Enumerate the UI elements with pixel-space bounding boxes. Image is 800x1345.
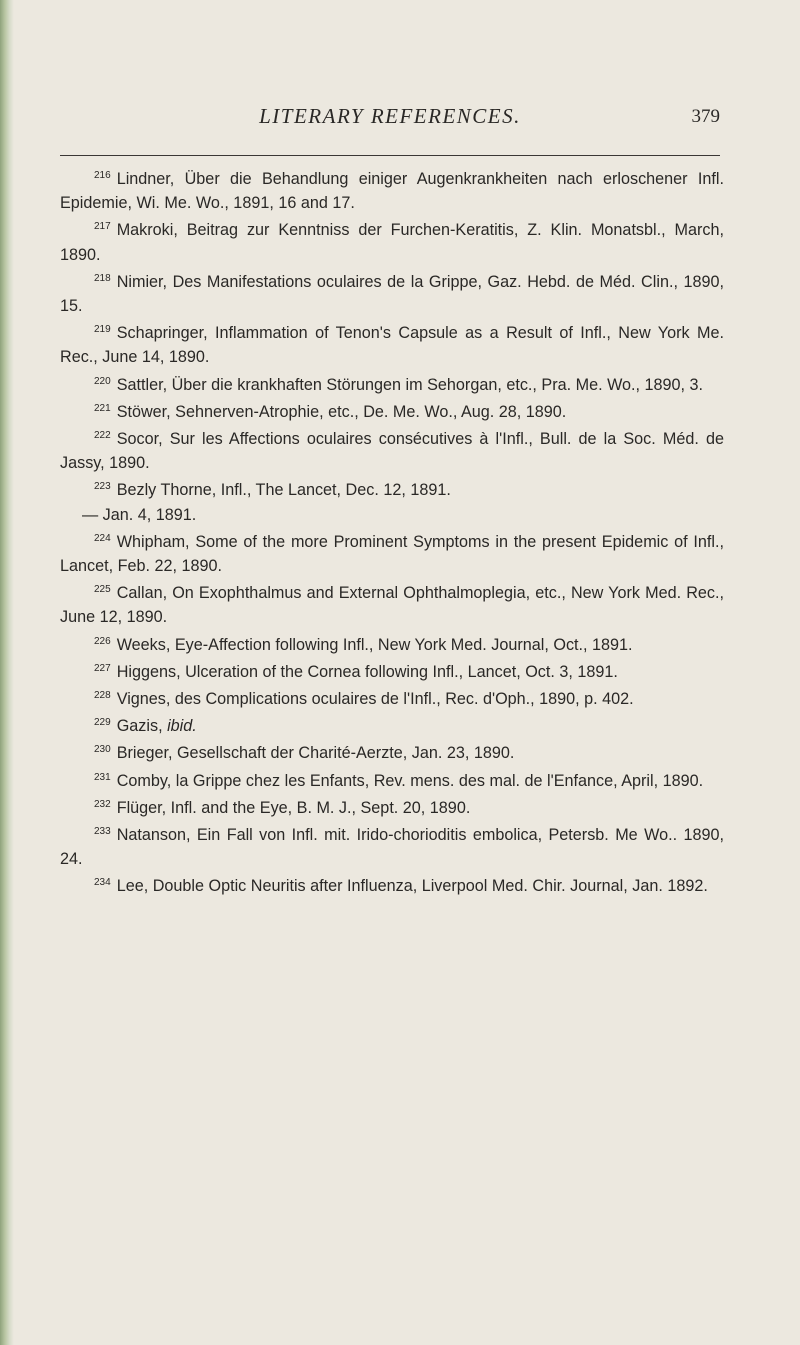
reference-number: 216 bbox=[94, 170, 111, 181]
reference-text: Nimier, Des Manifestations oculaires de la Grippe, Gaz. Hebd. de Méd. Clin., 1890, 15. bbox=[60, 272, 724, 316]
reference-text: Bezly Thorne, Infl., The Lancet, Dec. 12, 1891. bbox=[116, 481, 451, 500]
reference-item bbox=[60, 578, 724, 629]
running-title: LITERARY REFERENCES. bbox=[259, 104, 521, 128]
reference-number: 222 bbox=[94, 430, 111, 442]
reference-item bbox=[60, 871, 724, 898]
reference-text: Weeks, Eye-Affection following Infl., New York Med. Journal, Oct., 1891. bbox=[116, 635, 633, 654]
reference-number: 233 bbox=[94, 826, 111, 838]
reference-item-continuation bbox=[60, 503, 724, 527]
running-header bbox=[60, 104, 720, 138]
reference-item bbox=[60, 370, 724, 397]
reference-item bbox=[60, 684, 724, 711]
reference-text: Flüger, Infl. and the Eye, B. M. J., Sept. 20, 1890. bbox=[116, 798, 471, 817]
reference-ibid: ibid. bbox=[167, 717, 197, 736]
reference-text: Lindner, Über die Behandlung einiger Augenkrankheiten nach erloschener Infl. Epidemie, Wi. Me. Wo., 1891, 16 and 17. bbox=[60, 170, 724, 213]
reference-number: 232 bbox=[94, 798, 111, 810]
reference-text: Sattler, Über die krankhaften Störungen im Sehorgan, etc., Pra. Me. Wo., 1890, 3. bbox=[116, 375, 704, 394]
reference-number: 229 bbox=[94, 717, 111, 729]
reference-text: Schapringer, Inflammation of Tenon's Capsule as a Result of Infl., New York Me. Rec., June 14, 1890. bbox=[60, 324, 724, 367]
reference-item bbox=[60, 397, 724, 424]
reference-number: 221 bbox=[94, 402, 111, 414]
reference-text: Stöwer, Sehnerven-Atrophie, etc., De. Me. Wo., Aug. 28, 1890. bbox=[116, 402, 567, 421]
reference-number: 227 bbox=[94, 662, 111, 674]
reference-text: Socor, Sur les Affections oculaires consécutives à l'Infl., Bull. de la Soc. Méd. de Jassy, 1890. bbox=[60, 430, 724, 473]
reference-text: Whipham, Some of the more Prominent Symptoms in the present Epidemic of Infl., Lancet, Feb. 22, 1890. bbox=[60, 532, 724, 576]
reference-item bbox=[60, 766, 724, 793]
reference-number: 226 bbox=[94, 635, 111, 647]
reference-text: Lee, Double Optic Neuritis after Influenza, Liverpool Med. Chir. Journal, Jan. 1892. bbox=[116, 877, 708, 896]
reference-item bbox=[60, 475, 724, 502]
reference-item bbox=[60, 711, 724, 738]
reference-item bbox=[60, 215, 724, 266]
reference-text: Vignes, des Complications oculaires de l'Infl., Rec. d'Oph., 1890, p. 402. bbox=[116, 690, 634, 709]
reference-item bbox=[60, 793, 724, 820]
page-number: 379 bbox=[691, 106, 720, 127]
reference-text: Gazis, bbox=[116, 717, 168, 736]
reference-item bbox=[60, 318, 724, 369]
reference-number: 220 bbox=[94, 375, 111, 387]
reference-item bbox=[60, 738, 724, 765]
reference-item bbox=[60, 630, 724, 657]
reference-item bbox=[60, 164, 724, 215]
reference-text: Comby, la Grippe chez les Enfants, Rev. mens. des mal. de l'Enfance, April, 1890. bbox=[116, 771, 704, 790]
reference-number: 217 bbox=[94, 221, 111, 233]
reference-number: 234 bbox=[94, 877, 111, 889]
reference-number: 228 bbox=[94, 690, 111, 702]
reference-number: 219 bbox=[94, 324, 111, 336]
reference-number: 223 bbox=[94, 481, 111, 493]
page-spine-edge bbox=[0, 0, 14, 1345]
reference-text: Natanson, Ein Fall von Infl. mit. Irido-chorioditis embolica, Petersb. Me Wo.. 1890, 24. bbox=[60, 826, 724, 869]
reference-text: Makroki, Beitrag zur Kenntniss der Furchen-Keratitis, Z. Klin. Monatsbl., March, 1890. bbox=[60, 221, 724, 264]
reference-item bbox=[60, 267, 724, 318]
reference-number: 224 bbox=[94, 532, 111, 544]
reference-text: — Jan. 4, 1891. bbox=[82, 505, 197, 524]
reference-item bbox=[60, 820, 724, 871]
reference-item bbox=[60, 657, 724, 684]
reference-item bbox=[60, 424, 724, 475]
reference-item bbox=[60, 527, 724, 578]
reference-number: 218 bbox=[94, 272, 111, 284]
header-rule bbox=[60, 155, 720, 156]
reference-list bbox=[60, 164, 724, 899]
reference-text: Brieger, Gesellschaft der Charité-Aerzte, Jan. 23, 1890. bbox=[116, 744, 515, 763]
reference-number: 230 bbox=[94, 744, 111, 756]
reference-number: 231 bbox=[94, 771, 111, 783]
reference-text: Callan, On Exophthalmus and External Ophthalmoplegia, etc., New York Med. Rec., June 12, 1890. bbox=[60, 584, 724, 627]
reference-text: Higgens, Ulceration of the Cornea following Infl., Lancet, Oct. 3, 1891. bbox=[116, 662, 618, 681]
reference-number: 225 bbox=[94, 584, 111, 596]
